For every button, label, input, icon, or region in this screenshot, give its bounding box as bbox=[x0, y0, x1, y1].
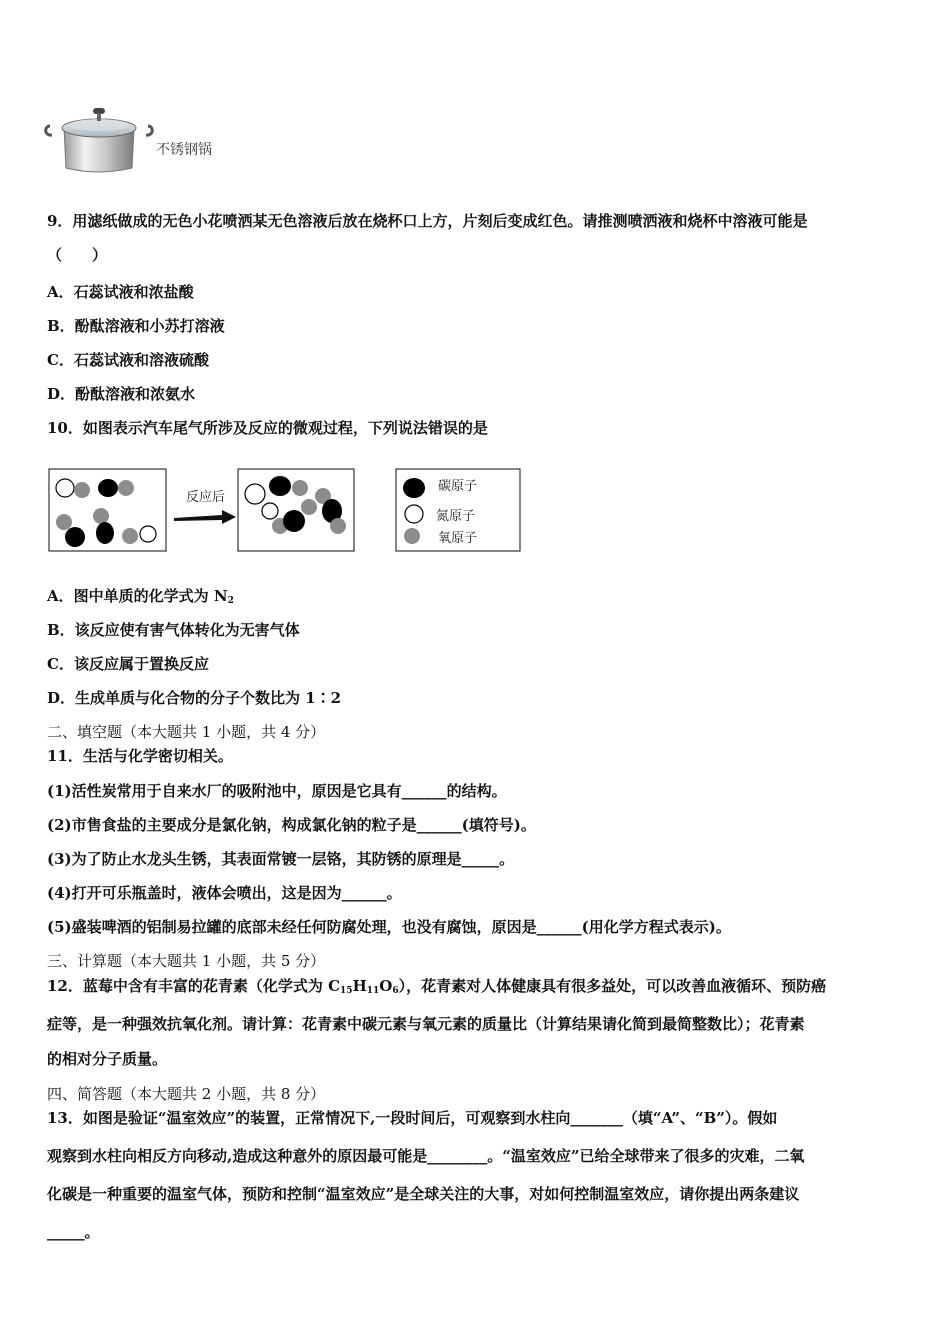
q9-paren: （ ） bbox=[47, 246, 108, 264]
section3-title: 三、计算题（本大题共 1 小题，共 5 分） bbox=[47, 952, 326, 970]
oxygen-atom bbox=[74, 482, 90, 498]
oxygen-atom bbox=[93, 508, 109, 524]
carbon-atom bbox=[98, 479, 118, 497]
carbon-atom bbox=[269, 476, 291, 496]
q12-line3: 的相对分子质量。 bbox=[47, 1050, 168, 1068]
q10-option-a bbox=[47, 586, 234, 611]
nitrogen-atom bbox=[245, 484, 265, 504]
legend-carbon-swatch bbox=[403, 478, 425, 498]
q10-option-b: B．该反应使有害气体转化为无害气体 bbox=[47, 621, 300, 639]
q11-item-3: (3)为了防止水龙头生锈，其表面常镀一层铬，其防锈的原理是_____。 bbox=[47, 850, 515, 868]
q12-sub-3: 6 bbox=[392, 986, 399, 996]
q13-line4: _____。 bbox=[47, 1223, 100, 1241]
carbon-atom bbox=[283, 510, 305, 532]
q10-option-d: D．生成单质与化合物的分子个数比为 1∶2 bbox=[47, 689, 342, 707]
q10-option-c: C．该反应属于置换反应 bbox=[47, 655, 209, 673]
q11-stem: 11．生活与化学密切相关。 bbox=[47, 747, 233, 765]
q9-option-c: C．石蕊试液和溶液硫酸 bbox=[47, 351, 209, 369]
legend-carbon-label: 碳原子 bbox=[438, 479, 478, 494]
oxygen-atom bbox=[330, 518, 346, 534]
stainless-pot-image bbox=[44, 98, 154, 178]
q9-option-b: B．酚酞溶液和小苏打溶液 bbox=[47, 317, 225, 335]
oxygen-atom bbox=[118, 480, 134, 496]
nitrogen-atom bbox=[140, 526, 156, 542]
q12-sub-2: 11 bbox=[366, 986, 380, 996]
q11-item-2: (2)市售食盐的主要成分是氯化钠，构成氯化钠的粒子是______(填符号)。 bbox=[47, 816, 536, 834]
oxygen-atom bbox=[292, 480, 308, 496]
q9-option-d: D．酚酞溶液和浓氨水 bbox=[47, 385, 196, 403]
q12-sub-1: 15 bbox=[340, 986, 353, 996]
section4-title: 四、简答题（本大题共 2 小题，共 8 分） bbox=[47, 1085, 326, 1103]
q9-stem: 9．用滤纸做成的无色小花喷洒某无色溶液后放在烧杯口上方，片刻后变成红色。请推测喷洒液和烧杯中溶液可能是 bbox=[47, 212, 808, 230]
oxygen-atom bbox=[122, 528, 138, 544]
section2-title: 二、填空题（本大题共 1 小题，共 4 分） bbox=[47, 723, 326, 741]
q13-line3: 化碳是一种重要的温室气体，预防和控制“温室效应”是全球关注的大事，对如何控制温室效应，请你提出两条建议 bbox=[47, 1185, 800, 1203]
q10-stem: 10．如图表示汽车尾气所涉及反应的微观过程，下列说法错误的是 bbox=[47, 419, 488, 437]
q10-option-a-sub: 2 bbox=[227, 596, 234, 606]
legend-nitrogen-swatch bbox=[405, 505, 423, 523]
q12-line1 bbox=[47, 976, 826, 1001]
q12-line2: 症等，是一种强效抗氧化剂。请计算：花青素中碳元素与氧元素的质量比（计算结果请化简到最简整数比）；花青素 bbox=[47, 1015, 805, 1033]
legend-nitrogen-label: 氮原子 bbox=[436, 509, 476, 524]
q12-text-4: ），花青素对人体健康具有很多益处，可以改善血液循环、预防癌 bbox=[398, 977, 827, 995]
oxygen-atom bbox=[301, 499, 317, 515]
arrow-label: 反应后 bbox=[186, 490, 226, 505]
nitrogen-atom bbox=[56, 479, 74, 497]
nitrogen-atom bbox=[262, 503, 278, 519]
q9-option-a: A．石蕊试液和浓盐酸 bbox=[47, 283, 194, 301]
arrow-icon bbox=[174, 510, 236, 524]
q12-text-1: 12．蓝莓中含有丰富的花青素（化学式为 C bbox=[47, 977, 341, 995]
q12-text-2: H bbox=[352, 977, 367, 995]
q11-item-5: (5)盛装啤酒的铝制易拉罐的底部未经任何防腐处理，也没有腐蚀，原因是______(用化学方程式表示)。 bbox=[47, 918, 731, 936]
pot-label: 不锈钢锅 bbox=[156, 142, 212, 158]
q10-option-a-text: A．图中单质的化学式为 N bbox=[47, 587, 228, 605]
q11-item-1: (1)活性炭常用于自来水厂的吸附池中，原因是它具有______的结构。 bbox=[47, 782, 507, 800]
oxygen-atom bbox=[56, 514, 72, 530]
carbon-atom bbox=[96, 522, 114, 544]
reaction-diagram bbox=[46, 466, 526, 558]
legend-oxygen-label: 氧原子 bbox=[438, 531, 478, 546]
q12-text-3: O bbox=[379, 977, 393, 995]
legend-oxygen-swatch bbox=[404, 528, 420, 544]
q13-line1: 13．如图是验证“温室效应”的装置，正常情况下,一段时间后，可观察到水柱向_______（填“A”、“B”）。假如 bbox=[47, 1109, 778, 1127]
carbon-atom bbox=[65, 527, 85, 547]
q11-item-4: (4)打开可乐瓶盖时，液体会喷出，这是因为______。 bbox=[47, 884, 402, 902]
q13-line2: 观察到水柱向相反方向移动,造成这种意外的原因最可能是________。“温室效应”已给全球带来了很多的灾难，二氧 bbox=[47, 1147, 805, 1165]
